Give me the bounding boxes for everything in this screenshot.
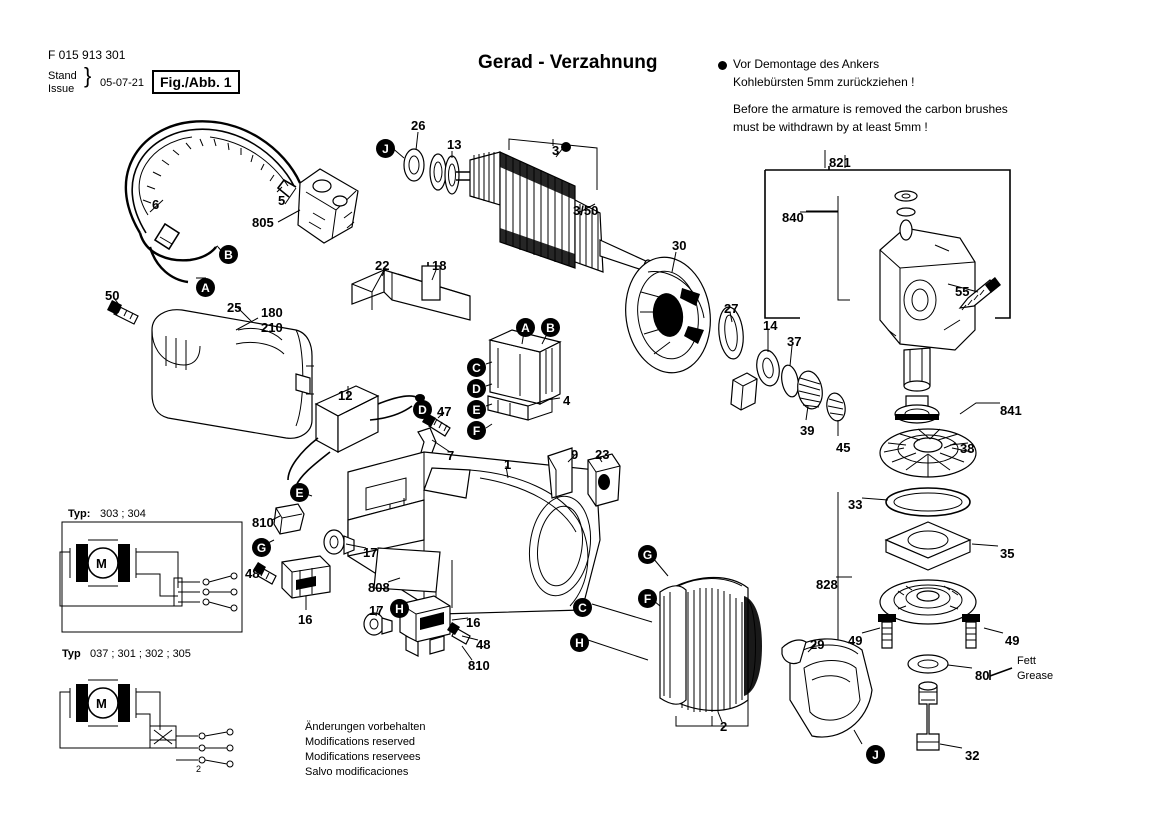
letter-bubble-B-switch: B [541, 318, 560, 337]
letter-bubble-B-cord: B [219, 245, 238, 264]
footer-line3: Modifications reservees [305, 751, 421, 763]
page-title: Gerad - Verzahnung [478, 52, 658, 73]
motor-letter-2: M [96, 696, 107, 711]
callout-16-bottom: 16 [466, 615, 481, 630]
callout-841: 841 [1000, 403, 1022, 418]
brace-icon: } [84, 63, 92, 88]
callout-30: 30 [672, 238, 687, 253]
callout-22: 22 [375, 258, 390, 273]
callout-840: 840 [782, 210, 804, 225]
callout-17-top: 17 [363, 545, 378, 560]
letter-bubble-H-brush: H [390, 599, 409, 618]
grease-label-de: Fett [1017, 655, 1036, 667]
callout-39: 39 [800, 423, 815, 438]
callout-14: 14 [763, 318, 778, 333]
callout-810-top: 810 [252, 515, 274, 530]
footer-line1: Änderungen vorbehalten [305, 721, 426, 733]
note-en-line1: Before the armature is removed the carbon brushes [733, 102, 1008, 116]
note-de-line1: Vor Demontage des Ankers [733, 57, 880, 71]
callout-38: 38 [960, 441, 975, 456]
callout-5: 5 [278, 193, 286, 208]
typ-value-2: 037 ; 301 ; 302 ; 305 [90, 648, 191, 660]
figure-label: Fig./Abb. 1 [152, 70, 240, 94]
letter-bubble-A-switch: A [516, 318, 535, 337]
callout-37: 37 [787, 334, 802, 349]
letter-bubble-G-field: G [638, 545, 657, 564]
callout-180: 180 [261, 305, 283, 320]
issue-label: Issue [48, 83, 75, 95]
callout-6: 6 [152, 197, 160, 212]
callout-55: 55 [955, 284, 970, 299]
callout-50: 50 [105, 288, 120, 303]
callout-13: 13 [447, 137, 462, 152]
callout-828: 828 [816, 577, 838, 592]
callout-16-top: 16 [298, 612, 313, 627]
callout-33: 33 [848, 497, 863, 512]
letter-bubble-J-top: J [376, 139, 395, 158]
note-en-line2: must be withdrawn by at least 5mm ! [733, 120, 928, 134]
callout-23: 23 [595, 447, 610, 462]
footer-line2: Modifications reserved [305, 736, 416, 748]
typ-label-1: Typ: [68, 508, 91, 520]
callout-821: 821 [829, 155, 851, 170]
callout-25: 25 [227, 300, 242, 315]
callout-27: 27 [724, 301, 739, 316]
issue-date: 05-07-21 [100, 77, 145, 89]
letter-bubble-G-brush: G [252, 538, 271, 557]
footer-line4: Salvo modificaciones [305, 766, 409, 778]
motor-letter-1: M [96, 556, 107, 571]
letter-bubble-A-cord: A [196, 278, 215, 297]
callout-4: 4 [563, 393, 571, 408]
callout-80: 80 [975, 668, 990, 683]
letter-bubble-J-guard: J [866, 745, 885, 764]
callout-48-bottom: 48 [476, 637, 491, 652]
letter-bubble-F-field: F [638, 589, 657, 608]
typ-label-2: Typ [62, 648, 81, 660]
callout-808: 808 [368, 580, 390, 595]
letter-bubble-D-switch: D [467, 379, 486, 398]
callout-12: 12 [338, 388, 353, 403]
grease-label-en: Grease [1017, 670, 1054, 682]
callout-805: 805 [252, 215, 274, 230]
callout-32: 32 [965, 748, 980, 763]
callout-35: 35 [1000, 546, 1015, 561]
letter-bubble-D-capacitor: D [413, 400, 432, 419]
letter-bubble-F-switch: F [467, 421, 486, 440]
callout-49-right: 49 [1005, 633, 1020, 648]
letter-bubble-C-field: C [573, 598, 592, 617]
letter-bubble-C-switch: C [467, 358, 486, 377]
callout-1: 1 [504, 457, 512, 472]
callout-29: 29 [810, 637, 825, 652]
callout-2: 2 [720, 719, 728, 734]
callout-45: 45 [836, 440, 851, 455]
svg-text:2: 2 [196, 764, 202, 774]
callout-3-50: 3/50 [573, 203, 599, 218]
callout-3: 3 [552, 143, 560, 158]
stand-label: Stand [48, 70, 77, 82]
typ-value-1: 303 ; 304 [100, 508, 146, 520]
part-number: F 015 913 301 [48, 48, 126, 62]
callout-49-left: 49 [848, 633, 863, 648]
letter-bubble-H-field: H [570, 633, 589, 652]
callout-26: 26 [411, 118, 426, 133]
note-de-line2: Kohlebürsten 5mm zurückziehen ! [733, 75, 915, 89]
letter-bubble-E-switch: E [467, 400, 486, 419]
callout-48-top: 48 [245, 566, 260, 581]
letter-bubble-E-capacitor: E [290, 483, 309, 502]
callout-18: 18 [432, 258, 447, 273]
callout-7: 7 [447, 448, 455, 463]
callout-17-bottom: 17 [369, 603, 384, 618]
callout-210: 210 [261, 320, 283, 335]
callout-47: 47 [437, 404, 452, 419]
callout-9: 9 [571, 447, 579, 462]
callout-810-bottom: 810 [468, 658, 490, 673]
